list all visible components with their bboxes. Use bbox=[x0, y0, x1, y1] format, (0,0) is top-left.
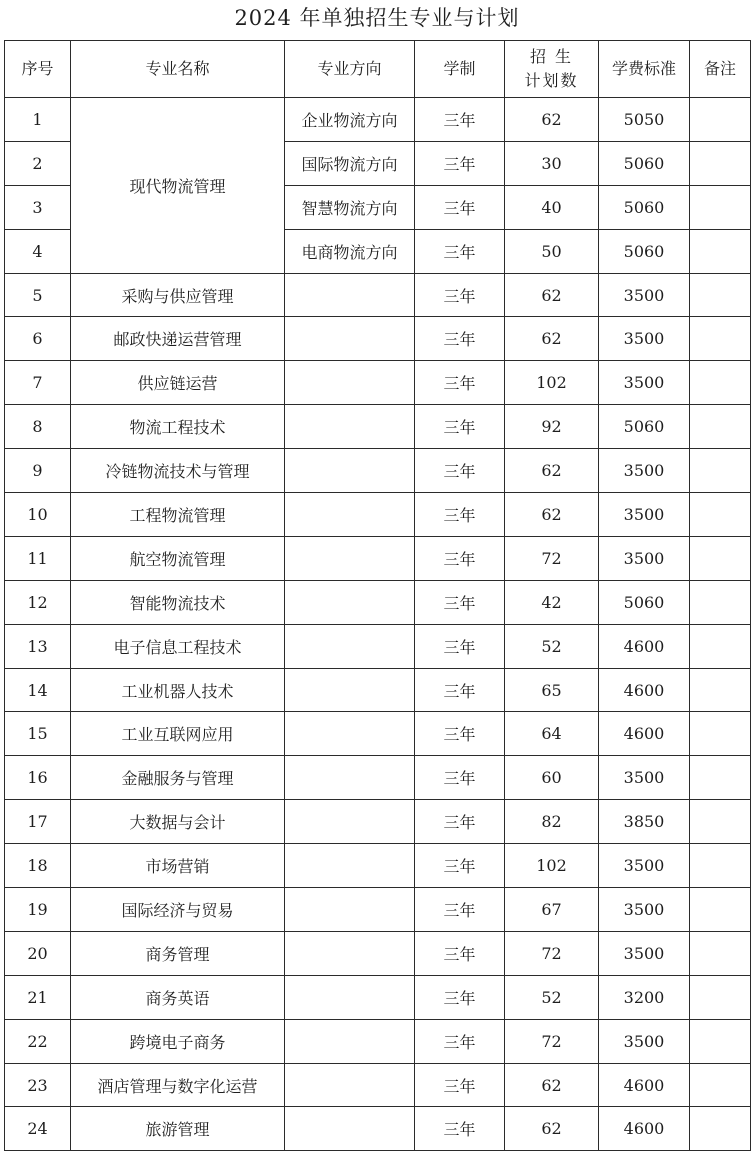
cell-quota: 52 bbox=[505, 975, 599, 1019]
cell-note bbox=[690, 141, 751, 185]
cell-note bbox=[690, 975, 751, 1019]
cell-fee: 3500 bbox=[599, 931, 690, 975]
cell-major: 智能物流技术 bbox=[71, 580, 285, 624]
cell-direction bbox=[285, 844, 415, 888]
cell-fee: 3500 bbox=[599, 449, 690, 493]
cell-fee: 5060 bbox=[599, 580, 690, 624]
cell-direction bbox=[285, 888, 415, 932]
cell-quota: 62 bbox=[505, 317, 599, 361]
cell-major: 大数据与会计 bbox=[71, 800, 285, 844]
cell-fee: 4600 bbox=[599, 668, 690, 712]
enrollment-plan-table bbox=[4, 40, 751, 1151]
cell-quota: 30 bbox=[505, 141, 599, 185]
cell-fee: 3500 bbox=[599, 888, 690, 932]
cell-no: 13 bbox=[5, 624, 71, 668]
cell-quota: 62 bbox=[505, 98, 599, 142]
header-fee: 学费标准 bbox=[599, 41, 690, 98]
cell-direction bbox=[285, 361, 415, 405]
cell-direction bbox=[285, 493, 415, 537]
cell-quota: 72 bbox=[505, 536, 599, 580]
table-row bbox=[5, 888, 751, 932]
cell-no: 9 bbox=[5, 449, 71, 493]
cell-years: 三年 bbox=[415, 1019, 505, 1063]
cell-direction bbox=[285, 449, 415, 493]
table-row bbox=[5, 975, 751, 1019]
cell-years: 三年 bbox=[415, 975, 505, 1019]
cell-fee: 4600 bbox=[599, 1063, 690, 1107]
cell-direction bbox=[285, 931, 415, 975]
cell-note bbox=[690, 1107, 751, 1151]
cell-quota: 42 bbox=[505, 580, 599, 624]
table-row bbox=[5, 844, 751, 888]
cell-fee: 3500 bbox=[599, 756, 690, 800]
cell-note bbox=[690, 712, 751, 756]
table-row bbox=[5, 98, 751, 142]
cell-no: 17 bbox=[5, 800, 71, 844]
cell-major: 冷链物流技术与管理 bbox=[71, 449, 285, 493]
cell-note bbox=[690, 1063, 751, 1107]
header-no: 序号 bbox=[5, 41, 71, 98]
cell-note bbox=[690, 888, 751, 932]
cell-quota: 52 bbox=[505, 624, 599, 668]
cell-quota: 65 bbox=[505, 668, 599, 712]
cell-quota: 62 bbox=[505, 1063, 599, 1107]
cell-quota: 102 bbox=[505, 361, 599, 405]
cell-direction bbox=[285, 1107, 415, 1151]
header-quota-line2: 计划数 bbox=[524, 71, 579, 90]
table-row bbox=[5, 317, 751, 361]
cell-quota: 62 bbox=[505, 449, 599, 493]
cell-no: 19 bbox=[5, 888, 71, 932]
cell-fee: 5060 bbox=[599, 185, 690, 229]
cell-years: 三年 bbox=[415, 536, 505, 580]
table-row bbox=[5, 405, 751, 449]
cell-note bbox=[690, 449, 751, 493]
table-body bbox=[5, 98, 751, 1151]
cell-note bbox=[690, 273, 751, 317]
cell-fee: 4600 bbox=[599, 624, 690, 668]
cell-note bbox=[690, 1019, 751, 1063]
cell-no: 23 bbox=[5, 1063, 71, 1107]
cell-major: 工业互联网应用 bbox=[71, 712, 285, 756]
cell-major: 邮政快递运营管理 bbox=[71, 317, 285, 361]
table-row bbox=[5, 449, 751, 493]
cell-fee: 3200 bbox=[599, 975, 690, 1019]
cell-fee: 3500 bbox=[599, 317, 690, 361]
cell-note bbox=[690, 624, 751, 668]
cell-direction: 电商物流方向 bbox=[285, 229, 415, 273]
cell-note bbox=[690, 800, 751, 844]
cell-quota: 82 bbox=[505, 800, 599, 844]
cell-no: 10 bbox=[5, 493, 71, 537]
cell-years: 三年 bbox=[415, 229, 505, 273]
cell-years: 三年 bbox=[415, 580, 505, 624]
cell-years: 三年 bbox=[415, 712, 505, 756]
cell-major: 采购与供应管理 bbox=[71, 273, 285, 317]
header-years: 学制 bbox=[415, 41, 505, 98]
cell-direction: 智慧物流方向 bbox=[285, 185, 415, 229]
cell-years: 三年 bbox=[415, 1107, 505, 1151]
cell-years: 三年 bbox=[415, 1063, 505, 1107]
cell-direction bbox=[285, 800, 415, 844]
cell-note bbox=[690, 844, 751, 888]
cell-quota: 60 bbox=[505, 756, 599, 800]
cell-fee: 5060 bbox=[599, 229, 690, 273]
cell-fee: 5060 bbox=[599, 141, 690, 185]
cell-years: 三年 bbox=[415, 141, 505, 185]
cell-no: 6 bbox=[5, 317, 71, 361]
cell-note bbox=[690, 931, 751, 975]
cell-direction bbox=[285, 712, 415, 756]
cell-note bbox=[690, 405, 751, 449]
cell-note bbox=[690, 580, 751, 624]
table-row bbox=[5, 580, 751, 624]
cell-years: 三年 bbox=[415, 668, 505, 712]
cell-direction bbox=[285, 317, 415, 361]
cell-years: 三年 bbox=[415, 756, 505, 800]
cell-years: 三年 bbox=[415, 98, 505, 142]
cell-direction bbox=[285, 624, 415, 668]
cell-direction bbox=[285, 536, 415, 580]
cell-fee: 3850 bbox=[599, 800, 690, 844]
cell-quota: 62 bbox=[505, 1107, 599, 1151]
cell-major-merged: 现代物流管理 bbox=[71, 98, 285, 274]
cell-years: 三年 bbox=[415, 185, 505, 229]
cell-no: 24 bbox=[5, 1107, 71, 1151]
table-row bbox=[5, 493, 751, 537]
cell-years: 三年 bbox=[415, 317, 505, 361]
cell-quota: 64 bbox=[505, 712, 599, 756]
cell-major: 工业机器人技术 bbox=[71, 668, 285, 712]
table-row bbox=[5, 361, 751, 405]
table-row bbox=[5, 1019, 751, 1063]
cell-quota: 40 bbox=[505, 185, 599, 229]
cell-no: 14 bbox=[5, 668, 71, 712]
cell-no: 3 bbox=[5, 185, 71, 229]
cell-note bbox=[690, 98, 751, 142]
table-row bbox=[5, 536, 751, 580]
cell-no: 11 bbox=[5, 536, 71, 580]
header-quota-line1: 招 生 bbox=[529, 47, 574, 66]
cell-no: 16 bbox=[5, 756, 71, 800]
cell-years: 三年 bbox=[415, 449, 505, 493]
cell-fee: 3500 bbox=[599, 536, 690, 580]
header-major: 专业名称 bbox=[71, 41, 285, 98]
cell-quota: 72 bbox=[505, 931, 599, 975]
cell-major: 金融服务与管理 bbox=[71, 756, 285, 800]
cell-direction bbox=[285, 405, 415, 449]
cell-no: 22 bbox=[5, 1019, 71, 1063]
cell-fee: 5050 bbox=[599, 98, 690, 142]
cell-years: 三年 bbox=[415, 493, 505, 537]
cell-fee: 3500 bbox=[599, 1019, 690, 1063]
cell-major: 供应链运营 bbox=[71, 361, 285, 405]
table-row bbox=[5, 800, 751, 844]
cell-no: 8 bbox=[5, 405, 71, 449]
header-direction: 专业方向 bbox=[285, 41, 415, 98]
document-title: 2024 年单独招生专业与计划 bbox=[234, 6, 520, 30]
cell-note bbox=[690, 756, 751, 800]
table-row bbox=[5, 668, 751, 712]
cell-major: 国际经济与贸易 bbox=[71, 888, 285, 932]
cell-fee: 5060 bbox=[599, 405, 690, 449]
cell-note bbox=[690, 493, 751, 537]
cell-fee: 3500 bbox=[599, 493, 690, 537]
cell-major: 市场营销 bbox=[71, 844, 285, 888]
cell-note bbox=[690, 668, 751, 712]
cell-no: 12 bbox=[5, 580, 71, 624]
cell-major: 物流工程技术 bbox=[71, 405, 285, 449]
cell-quota: 50 bbox=[505, 229, 599, 273]
cell-direction bbox=[285, 580, 415, 624]
cell-fee: 3500 bbox=[599, 361, 690, 405]
cell-major: 跨境电子商务 bbox=[71, 1019, 285, 1063]
cell-quota: 102 bbox=[505, 844, 599, 888]
cell-fee: 3500 bbox=[599, 844, 690, 888]
cell-fee: 4600 bbox=[599, 1107, 690, 1151]
cell-direction bbox=[285, 1063, 415, 1107]
table-row bbox=[5, 624, 751, 668]
table-row bbox=[5, 1107, 751, 1151]
cell-no: 1 bbox=[5, 98, 71, 142]
cell-no: 15 bbox=[5, 712, 71, 756]
cell-major: 商务管理 bbox=[71, 931, 285, 975]
header-note: 备注 bbox=[690, 41, 751, 98]
cell-quota: 62 bbox=[505, 493, 599, 537]
cell-direction bbox=[285, 975, 415, 1019]
cell-no: 7 bbox=[5, 361, 71, 405]
cell-quota: 92 bbox=[505, 405, 599, 449]
cell-years: 三年 bbox=[415, 361, 505, 405]
cell-major: 商务英语 bbox=[71, 975, 285, 1019]
cell-years: 三年 bbox=[415, 624, 505, 668]
cell-direction bbox=[285, 668, 415, 712]
cell-major: 航空物流管理 bbox=[71, 536, 285, 580]
cell-note bbox=[690, 361, 751, 405]
table-row bbox=[5, 756, 751, 800]
cell-note bbox=[690, 536, 751, 580]
cell-major: 工程物流管理 bbox=[71, 493, 285, 537]
cell-years: 三年 bbox=[415, 844, 505, 888]
cell-no: 18 bbox=[5, 844, 71, 888]
cell-direction bbox=[285, 1019, 415, 1063]
cell-years: 三年 bbox=[415, 273, 505, 317]
cell-direction: 企业物流方向 bbox=[285, 98, 415, 142]
cell-direction: 国际物流方向 bbox=[285, 141, 415, 185]
table-row bbox=[5, 712, 751, 756]
cell-no: 4 bbox=[5, 229, 71, 273]
cell-years: 三年 bbox=[415, 405, 505, 449]
cell-no: 21 bbox=[5, 975, 71, 1019]
cell-quota: 62 bbox=[505, 273, 599, 317]
table-header-row bbox=[5, 41, 751, 98]
cell-major: 电子信息工程技术 bbox=[71, 624, 285, 668]
cell-major: 酒店管理与数字化运营 bbox=[71, 1063, 285, 1107]
cell-years: 三年 bbox=[415, 931, 505, 975]
header-quota bbox=[505, 41, 599, 98]
cell-note bbox=[690, 185, 751, 229]
cell-fee: 3500 bbox=[599, 273, 690, 317]
cell-note bbox=[690, 317, 751, 361]
cell-no: 2 bbox=[5, 141, 71, 185]
cell-years: 三年 bbox=[415, 800, 505, 844]
cell-direction bbox=[285, 756, 415, 800]
cell-note bbox=[690, 229, 751, 273]
table-row bbox=[5, 931, 751, 975]
cell-no: 5 bbox=[5, 273, 71, 317]
cell-major: 旅游管理 bbox=[71, 1107, 285, 1151]
cell-quota: 72 bbox=[505, 1019, 599, 1063]
cell-quota: 67 bbox=[505, 888, 599, 932]
cell-years: 三年 bbox=[415, 888, 505, 932]
cell-no: 20 bbox=[5, 931, 71, 975]
table-row bbox=[5, 273, 751, 317]
table-row bbox=[5, 1063, 751, 1107]
cell-direction bbox=[285, 273, 415, 317]
cell-fee: 4600 bbox=[599, 712, 690, 756]
